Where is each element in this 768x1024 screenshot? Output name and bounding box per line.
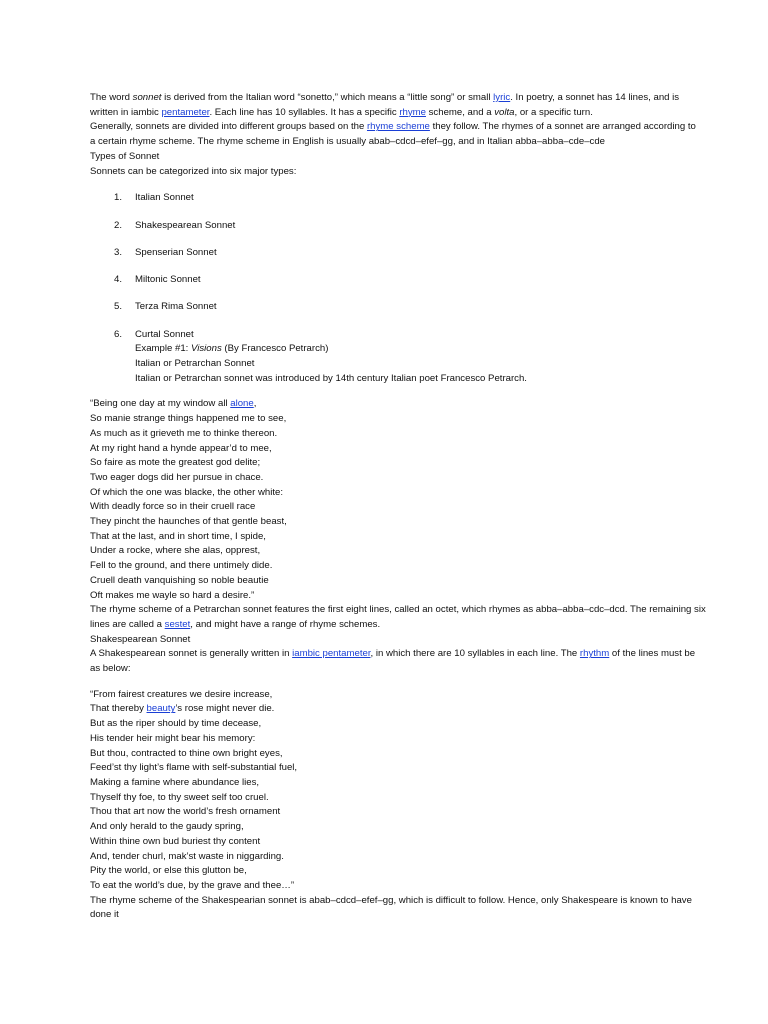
list-item (90, 328, 682, 343)
text: Example #1: (135, 343, 191, 355)
list-label: Italian Sonnet (135, 192, 194, 204)
link-alone[interactable]: alone (230, 398, 254, 410)
text: “Being one day at my window all (90, 398, 231, 410)
document-body (90, 91, 706, 923)
link-lyric[interactable]: lyric (493, 92, 511, 103)
list-number: 4. (114, 274, 123, 286)
poem-line: Cruell death vanquishing so noble beautie (90, 574, 269, 586)
text: That thereby (90, 703, 147, 715)
poem-line (90, 702, 682, 717)
intro-line-4: a certain rhyme scheme. The rhyme scheme in English is usually abab–cdcd–efef–gg, and in Italian abba–abba–cde–cde (90, 136, 606, 148)
list-number: 2. (114, 219, 123, 231)
intro-line-3 (90, 120, 696, 135)
poem-line: To eat the world’s due, by the grave and thee…” (90, 879, 295, 891)
link-rhyme[interactable]: rhyme (399, 106, 426, 118)
poem-line (90, 397, 682, 412)
list-number: 1. (114, 192, 123, 204)
poem-visions (90, 397, 682, 603)
text-italic: Visions (191, 343, 222, 355)
closing-line-1: The rhyme scheme of the Shakespearian sonnet is abab–cdcd–efef–gg, which is difficult to follow. Hence, only Shakespeare is known to have (90, 894, 692, 906)
list-number: 6. (114, 328, 123, 340)
list-item (90, 191, 682, 206)
types-list (90, 191, 682, 342)
text: scheme, and a (425, 106, 495, 118)
link-rhythm[interactable]: rhythm (579, 648, 610, 660)
poem-line: “From fairest creatures we desire increase, (90, 688, 273, 700)
text: A Shakespearean sonnet is generally written in (90, 648, 293, 660)
intro-line-2 (90, 106, 682, 121)
poem-line: Oft makes me wayle so hard a desire.” (90, 589, 255, 601)
list-item (90, 300, 682, 315)
poem-line: Two eager dogs did her pursue in chace. (90, 471, 264, 483)
poem-line: Thou that art now the world’s fresh ornament (90, 806, 281, 818)
shakespearean-heading: Shakespearean Sonnet (90, 633, 191, 645)
text: written in iambic (90, 106, 162, 118)
text: , in which there are 10 syllables in each line. The (370, 648, 580, 660)
text: they follow. The rhymes of a sonnet are arranged according to (429, 121, 696, 133)
list-number: 3. (114, 246, 123, 258)
text-italic: volta (494, 106, 515, 118)
poem-line: So manie strange things happened me to see, (90, 413, 287, 425)
text: lines are called a (90, 618, 165, 630)
poem-line: Thyself thy foe, to thy sweet self too cruel. (90, 791, 269, 803)
petrarchan-note-line-1: The rhyme scheme of a Petrarchan sonnet features the first eight lines, called an octet, which rhymes as abba–abba–cdc–dcd. The remaining six (90, 604, 706, 616)
poem-line: But as the riper should by time decease, (90, 718, 262, 730)
poem-line: Making a famine where abundance lies, (90, 777, 260, 788)
closing-line-2: done it (90, 909, 119, 921)
poem-line: And only herald to the gaudy spring, (90, 821, 244, 833)
intro-line-1 (90, 91, 682, 106)
list-label: Miltonic Sonnet (135, 274, 201, 286)
list-item (90, 246, 682, 261)
list-label: Spenserian Sonnet (135, 246, 217, 258)
list-label: Curtal Sonnet (135, 328, 194, 340)
text: , (253, 398, 257, 410)
link-sestet[interactable]: sestet (164, 618, 191, 630)
text: , and might have a range of rhyme schemes. (190, 618, 381, 630)
text: ’s rose might never die. (175, 703, 275, 715)
text: , or a specific turn. (514, 106, 593, 118)
text: . In poetry, a sonnet has 14 lines, and is (510, 92, 680, 103)
poem-sonnet-1 (90, 688, 682, 894)
poem-line: But thou, contracted to thine own bright eyes, (90, 747, 283, 759)
poem-line: His tender heir might bear his memory: (90, 732, 256, 744)
example-description: Italian or Petrarchan sonnet was introduced by 14th century Italian poet Francesco Petrarch. (135, 372, 527, 384)
list-item (90, 273, 682, 288)
poem-line: Of which the one was blacke, the other white: (90, 486, 284, 498)
text: Generally, sonnets are divided into different groups based on the (90, 121, 367, 133)
text: is derived from the Italian word “sonetto,” which means a “little song” or small (161, 92, 494, 103)
poem-line: With deadly force so in their cruell race (90, 501, 256, 513)
poem-line: Feed’st thy light’s flame with self-substantial fuel, (90, 762, 298, 774)
types-intro: Sonnets can be categorized into six major types: (90, 165, 297, 177)
types-heading: Types of Sonnet (90, 150, 160, 162)
list-number: 5. (114, 301, 123, 313)
poem-line: As much as it grieveth me to thinke thereon. (90, 427, 278, 439)
poem-line: At my right hand a hynde appear’d to mee, (90, 442, 272, 454)
list-item (90, 219, 682, 234)
example-subtitle: Italian or Petrarchan Sonnet (135, 358, 255, 370)
link-beauty[interactable]: beauty (146, 703, 176, 715)
poem-line: Within thine own bud buriest thy content (90, 835, 261, 847)
text: The word (90, 92, 133, 103)
text: of the lines must be (609, 648, 696, 660)
list-label: Shakespearean Sonnet (135, 219, 236, 231)
poem-line: That at the last, and in short time, I spide, (90, 530, 266, 542)
poem-line: So faire as mote the greatest god delite; (90, 457, 261, 469)
list-label: Terza Rima Sonnet (135, 301, 217, 313)
poem-line: Pity the world, or else this glutton be, (90, 865, 247, 877)
link-pentameter[interactable]: pentameter (161, 106, 210, 118)
example-heading (90, 342, 682, 357)
shakespearean-line-2: as below: (90, 663, 131, 675)
text-italic: sonnet (132, 92, 162, 103)
link-rhyme-scheme[interactable]: rhyme scheme (366, 121, 430, 133)
petrarchan-note-line-2 (90, 618, 682, 633)
text: . Each line has 10 syllables. It has a specific (209, 106, 400, 118)
text: (By Francesco Petrarch) (221, 343, 329, 355)
poem-line: Fell to the ground, and there untimely dide. (90, 560, 273, 572)
poem-line: Under a rocke, where she alas, opprest, (90, 545, 261, 557)
poem-line: They pincht the haunches of that gentle beast, (90, 516, 287, 528)
link-iambic-pentameter[interactable]: iambic pentameter (292, 648, 371, 660)
shakespearean-line-1 (90, 647, 696, 662)
poem-line: And, tender churl, mak’st waste in niggarding. (90, 850, 284, 862)
